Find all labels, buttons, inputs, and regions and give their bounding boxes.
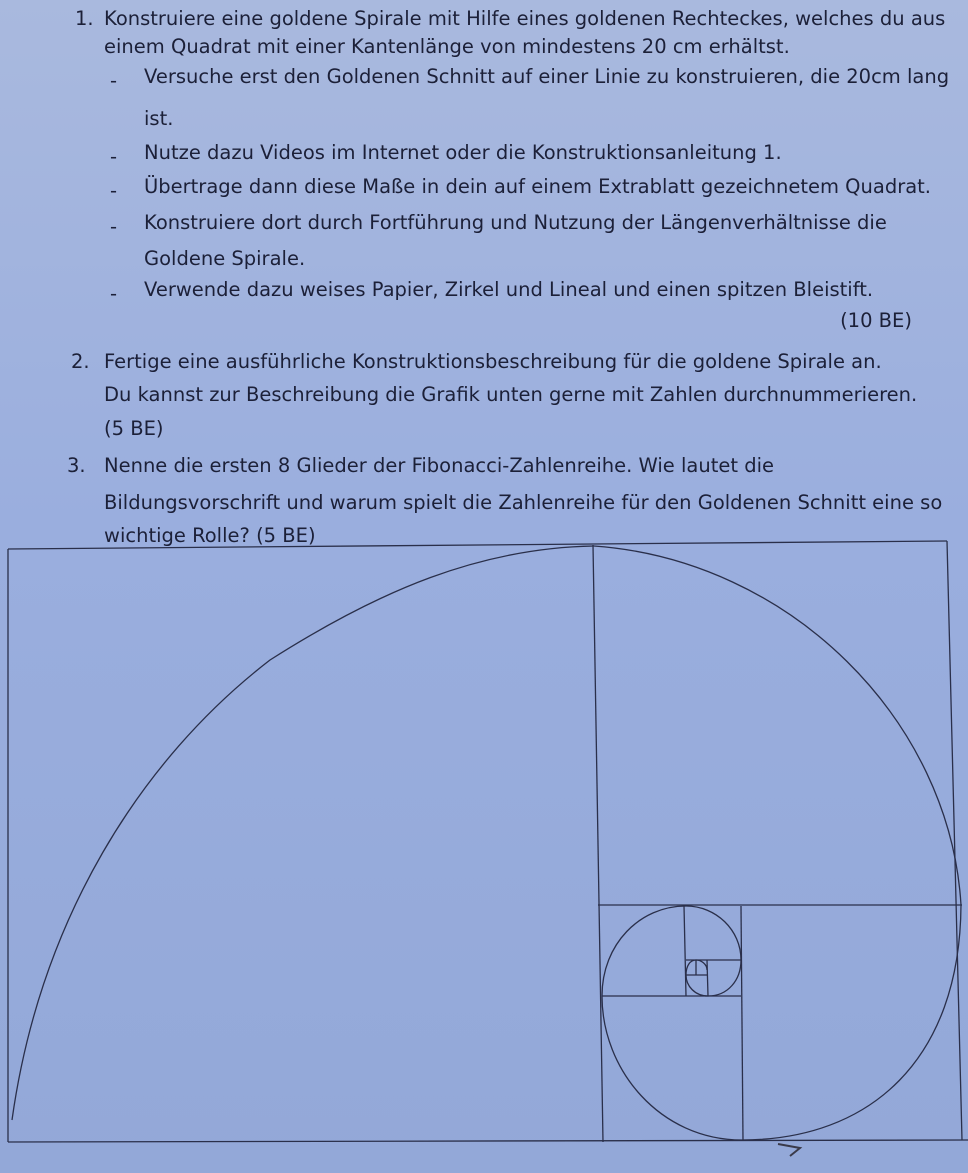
spiral-arc-4	[602, 996, 742, 1140]
task-1-bullet-1-line-1: Versuche erst den Goldenen Schnitt auf einer Linie zu konstruieren, die 20cm lang	[144, 65, 950, 88]
task-1-number: 1.	[75, 7, 94, 30]
task-3-line-3: wichtige Rolle? (5 BE)	[104, 524, 316, 547]
divider-large-square	[593, 545, 603, 1142]
task-2-line-1: Fertige eine ausführliche Konstruktionsbeschreibung für die goldene Spirale an.	[104, 350, 882, 373]
task-3-number: 3.	[67, 454, 86, 477]
task-2-points: (5 BE)	[104, 417, 164, 440]
task-2-number: 2.	[71, 350, 90, 373]
bullet-marker: -	[110, 145, 118, 168]
task-1-points: (10 BE)	[840, 309, 912, 332]
outer-rectangle-bottom	[8, 1140, 968, 1142]
spiral-arc-2	[594, 546, 961, 905]
outer-rectangle-top	[8, 541, 947, 549]
task-3-line-1: Nenne die ersten 8 Glieder der Fibonacci-Zahlenreihe. Wie lautet die	[104, 454, 774, 477]
spiral-arc-6	[686, 906, 741, 960]
task-1-bullet-1-line-2: ist.	[144, 107, 174, 130]
spiral-arc-8	[686, 975, 708, 996]
task-1-bullet-4-line-1: Konstruiere dort durch Fortführung und Nutzung der Längenverhältnisse die	[144, 211, 887, 234]
task-1-line-2: einem Quadrat mit einer Kantenlänge von mindestens 20 cm erhältst.	[104, 35, 790, 58]
pencil-mark	[778, 1144, 800, 1156]
spiral-arc-7	[708, 960, 741, 996]
divider-small-vertical	[684, 906, 686, 996]
divider-tiny-vertical	[707, 960, 708, 996]
bullet-marker: -	[110, 69, 118, 92]
task-3-line-2: Bildungsvorschrift und warum spielt die Zahlenreihe für den Goldenen Schnitt eine so	[104, 491, 943, 514]
task-1-line-1: Konstruiere eine goldene Spirale mit Hilfe eines goldenen Rechteckes, welches du aus	[104, 7, 946, 30]
task-1-bullet-3: Übertrage dann diese Maße in dein auf einem Extrablatt gezeichnetem Quadrat.	[144, 175, 932, 198]
spiral-arc-5	[602, 906, 686, 996]
spiral-arc-3	[742, 905, 961, 1140]
bullet-marker: -	[110, 179, 118, 202]
task-1-bullet-2: Nutze dazu Videos im Internet oder die Konstruktionsanleitung 1.	[144, 141, 782, 164]
task-1-bullet-4-line-2: Goldene Spirale.	[144, 247, 306, 270]
task-2-line-2: Du kannst zur Beschreibung die Grafik unten gerne mit Zahlen durchnummerieren.	[104, 383, 918, 406]
divider-lower-vertical	[741, 906, 743, 1140]
spiral-arc-1	[12, 546, 594, 1120]
bullet-marker: -	[110, 215, 118, 238]
task-1-bullet-5: Verwende dazu weises Papier, Zirkel und Lineal und einen spitzen Bleistift.	[144, 278, 874, 301]
bullet-marker: -	[110, 282, 118, 305]
outer-rectangle-right	[947, 541, 962, 1140]
